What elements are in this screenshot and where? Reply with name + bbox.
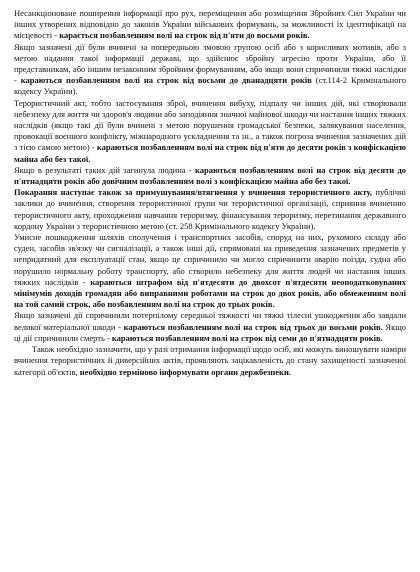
paragraph-6-penalty: караються штрафом від п'ятдесяти до двохсот п'ятдесяти неоподатковуваних мінімумів доходів громадян або виправними роботами на строк до двох років, або обмеженням волі на той самий строк, або позбавленням волі на строк до трьох років. [14, 276, 407, 310]
paragraph-transport-damage-consequences [14, 310, 406, 344]
paragraph-terrorist-act [14, 98, 406, 165]
paragraph-2-article: (ст.114-2 Кримінального кодексу України). [14, 75, 406, 97]
paragraph-4-penalty: караються позбавленням волі на строк від десяти до п'ятнадцяти років або довічним позбавленням волі з конфіскацією майна або без такої. [14, 164, 407, 187]
paragraph-8-text: Також необхідно зазначити, що у разі отримання інформації щодо осіб, які можуть виношувати наміри вчинення терористичних й диверсійних актів, проявляють зацікавленість до стану захищеності зазначеної категорії об'єктів, [14, 344, 406, 377]
paragraph-2-penalty: караються позбавленням волі на строк від восьми до дванадцяти років [20, 75, 312, 86]
paragraph-movement-info [14, 8, 406, 42]
paragraph-aggravated-movement-info [14, 42, 406, 98]
paragraph-8-call-to-action: необхідно терміново інформувати органи держбезпеки. [79, 366, 291, 377]
paragraph-terrorism-involvement [14, 187, 406, 232]
paragraph-report-notice [14, 344, 406, 378]
document-page [14, 8, 406, 378]
paragraph-1-penalty: карається позбавленням волі на строк від п'яти до восьми років. [59, 30, 310, 41]
paragraph-3-text: Терористичний акт, тобто застосування зброї, вчинення вибуху, підпалу чи інших дій, які створювали небезпеку для життя чи здоров'я людини або заподіяння значної майнової шкоди чи настання інших тяжких наслідків (якщо такі дії були вчинені з метою порушення громадської безпеки, залякування населення, провокації воєнного конфлікту, міжнародного ускладнення та ін., а також погроза вчинення зазначених дій з тією самою метою) - [14, 97, 406, 153]
paragraph-4-text: Якщо в результаті таких дій загинула людина - [14, 164, 195, 175]
paragraph-3-penalty: караються позбавленням волі на строк від п'яти до десяти років з конфіскацією майна або без такої. [14, 142, 407, 164]
paragraph-1-text: Несанкціоноване поширення інформації про рух, переміщення або розміщення Збройних Сил України чи інших утворених відповідно до законів України військових формувань, за можливості їх ідентифікації на місцевості - [14, 8, 406, 41]
paragraph-6-text: Умисне пошкодження шляхів сполучення і транспортних засобів, споруд на них, рухомого складу або суден, засобів зв'язку чи сигналізації, а також інші дії, спрямовані на приведення зазначених предметів у непридатний для експлуатації стан, якщо це спричинило чи могло спричинити аварію поїзда, судна або порушило нормальну роботу транспорту, або створило небезпеку для життя людей чи настання інших тяжких наслідків - [14, 232, 406, 287]
paragraph-5-heading: Покарання наступає також за примушування/втягнення у вчинення терористичного акту, [14, 187, 373, 198]
paragraph-5-text: публічні заклики до вчинення, створення терористичної групи чи терористичної організації, сприяння вчиненню терористичного акту, проходження навчання тероризму, фінансування тероризму, перетинання державного кордону України з терористичною метою (ст. 258 Кримінального кодексу України). [14, 187, 406, 231]
paragraph-transport-damage [14, 232, 406, 310]
paragraph-7-penalty-b: караються позбавленням волі на строк від семи до п'ятнадцяти років. [111, 332, 383, 343]
paragraph-7-penalty-a: караються позбавленням волі на строк від трьох до восьми років. [123, 321, 383, 332]
paragraph-2-text: Якщо зазначені дії були вчинені за попередньою змовою групою осіб або з корисливих мотивів, або з метою надання такої інформації державі, що здійснює збройну агресію проти України, або її представникам, або іншим незаконним збройним формуванням, або якщо вони спричинили тяжкі наслідки - [14, 41, 406, 86]
paragraph-7-text-b: Якщо ці дії спричинили смерть - [14, 321, 407, 343]
paragraph-terrorist-act-death [14, 165, 406, 187]
paragraph-7-text-a: Якщо зазначені дії спричинили потерпілому середньої тяжкості чи тяжкі тілесні ушкодження або завдали великої матеріальної шкоди - [14, 310, 406, 332]
